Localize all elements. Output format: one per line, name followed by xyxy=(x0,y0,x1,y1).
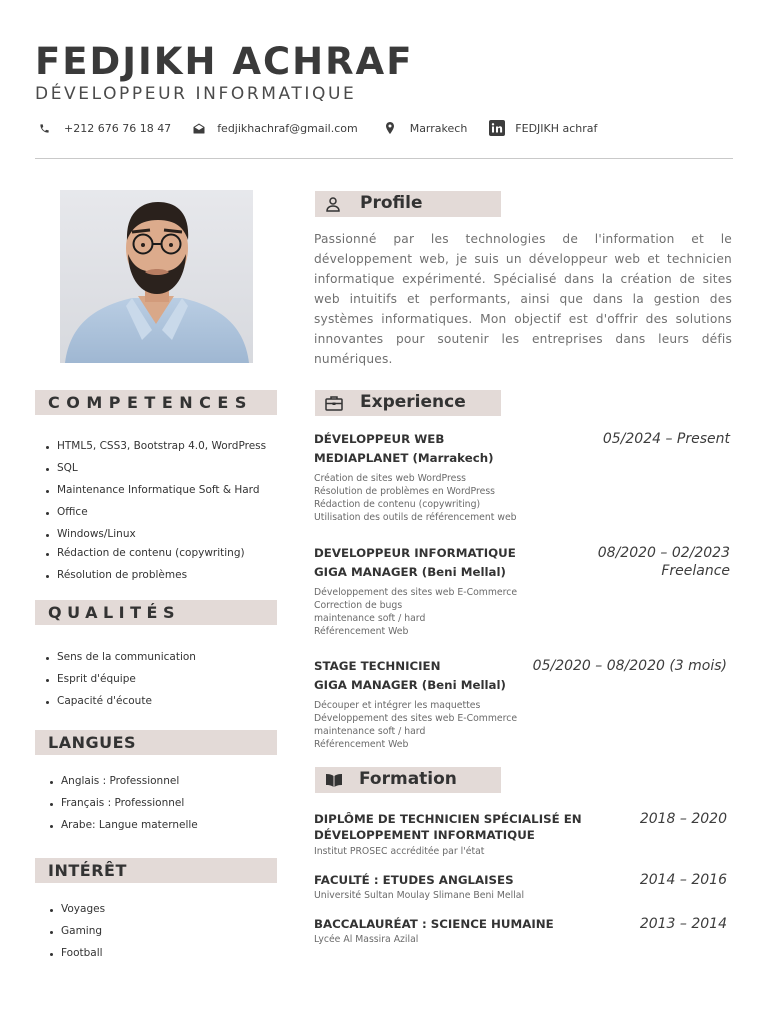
task-item: Référencement Web xyxy=(314,739,409,750)
contact-linkedin[interactable] xyxy=(489,120,597,136)
formation-date: 2018 – 2020 xyxy=(639,811,727,827)
formation-date: 2014 – 2016 xyxy=(639,872,727,888)
task-item: Création de sites web WordPress xyxy=(314,473,466,484)
list-item: SQL xyxy=(57,462,266,484)
contact-phone[interactable] xyxy=(38,122,171,135)
experience-type: Freelance xyxy=(661,563,730,579)
list-item: Esprit d'équipe xyxy=(57,673,196,695)
list-item: Football xyxy=(61,947,105,969)
contact-email[interactable] xyxy=(193,122,358,135)
experience-date: 05/2024 – Present xyxy=(602,431,730,447)
resume-job-title: DÉVELOPPEUR INFORMATIQUE xyxy=(35,84,357,104)
experience-role: DEVELOPPEUR INFORMATIQUE xyxy=(314,546,516,560)
briefcase-icon xyxy=(325,395,341,411)
task-item: Résolution de problèmes en WordPress xyxy=(314,486,496,497)
profile-summary: Passionné par les technologies de l'information et le développement web, je suis un développeur web et technicien informatique expérimenté. Spécialisé dans la création de sites web intuitifs et performants, ainsi que dans la gestion des systèmes informatiques. Mon objectif est d'offrir des solutions innovantes pour soutenir les entreprises dans leurs défis numériques. xyxy=(314,232,732,366)
formation-date: 2013 – 2014 xyxy=(639,916,727,932)
mail-icon xyxy=(193,122,205,134)
section-title-experience xyxy=(315,390,501,416)
formation-degree-line: DÉVELOPPEMENT INFORMATIQUE xyxy=(314,828,535,842)
phone-icon xyxy=(38,122,50,134)
task-item: Référencement Web xyxy=(314,626,409,637)
contact-phone-text: +212 676 76 18 47 xyxy=(64,121,172,135)
list-item: Rédaction de contenu (copywriting) xyxy=(57,547,266,569)
experience-tasks xyxy=(314,699,517,751)
experience-company: MEDIAPLANET (Marrakech) xyxy=(314,451,494,465)
header-divider xyxy=(35,158,733,159)
list-item: Voyages xyxy=(61,903,105,925)
list-item: Français : Professionnel xyxy=(61,797,198,819)
section-title-label: Profile xyxy=(360,193,423,213)
experience-date: 05/2020 – 08/2020 (3 mois) xyxy=(532,658,727,674)
list-item: Résolution de problèmes xyxy=(57,569,266,591)
task-item: Correction de bugs xyxy=(314,600,403,611)
contact-email-text: fedjikhachraf@gmail.com xyxy=(217,121,358,135)
section-title-qualites: QUALITÉS xyxy=(35,600,277,625)
task-item: Utilisation des outils de référencement web xyxy=(314,512,517,523)
formation-degree: BACCALAURÉAT : SCIENCE HUMAINE xyxy=(314,917,554,931)
experience-tasks xyxy=(314,586,517,638)
contact-location-text: Marrakech xyxy=(409,121,468,135)
formation-degree-line: DIPLÔME DE TECHNICIEN SPÉCIALISÉ EN xyxy=(314,812,582,826)
list-item: Windows/Linux xyxy=(57,528,266,547)
interet-list xyxy=(61,903,105,969)
formation-school: Institut PROSEC accréditée par l'état xyxy=(314,846,485,857)
list-item: Anglais : Professionnel xyxy=(61,775,198,797)
experience-company: GIGA MANAGER (Beni Mellal) xyxy=(314,678,506,692)
formation-school: Université Sultan Moulay Slimane Beni Mellal xyxy=(314,890,525,901)
list-item: HTML5, CSS3, Bootstrap 4.0, WordPress xyxy=(57,440,266,462)
list-item: Sens de la communication xyxy=(57,651,196,673)
formation-degree: FACULTÉ : ETUDES ANGLAISES xyxy=(314,873,514,887)
section-title-langues: LANGUES xyxy=(35,730,277,755)
section-title-label: Experience xyxy=(360,392,466,412)
qualites-list xyxy=(57,651,196,717)
list-item: Arabe: Langue maternelle xyxy=(61,819,198,841)
task-item: Découper et intégrer les maquettes xyxy=(314,700,481,711)
task-item: Développement des sites web E-Commerce xyxy=(314,713,518,724)
resume-name: FEDJIKH ACHRAF xyxy=(35,40,414,83)
formation-school: Lycée Al Massira Azilal xyxy=(314,934,419,945)
book-icon xyxy=(325,772,341,788)
linkedin-icon xyxy=(489,120,505,136)
langues-list xyxy=(61,775,198,841)
list-item: Gaming xyxy=(61,925,105,947)
section-title-formation xyxy=(315,767,501,793)
experience-tasks xyxy=(314,472,517,524)
section-title-profile xyxy=(315,191,501,217)
formation-degree xyxy=(314,811,582,843)
experience-company: GIGA MANAGER (Beni Mellal) xyxy=(314,565,506,579)
list-item: Capacité d'écoute xyxy=(57,695,196,717)
task-item: maintenance soft / hard xyxy=(314,726,426,737)
contact-bar xyxy=(38,119,597,137)
contact-linkedin-text: FEDJIKH achraf xyxy=(515,121,598,135)
task-item: Rédaction de contenu (copywriting) xyxy=(314,499,481,510)
section-title-label: Formation xyxy=(359,769,457,789)
competences-list xyxy=(57,440,266,591)
experience-role: DÉVELOPPEUR WEB xyxy=(314,432,445,446)
section-title-competences: COMPETENCES xyxy=(35,390,277,415)
task-item: Développement des sites web E-Commerce xyxy=(314,587,518,598)
list-item: Office xyxy=(57,506,266,528)
experience-date: 08/2020 – 02/2023 xyxy=(597,545,730,561)
list-item: Maintenance Informatique Soft & Hard xyxy=(57,484,266,506)
user-icon xyxy=(325,196,341,212)
profile-photo xyxy=(60,190,253,363)
contact-location xyxy=(384,122,468,135)
location-pin-icon xyxy=(384,122,396,134)
section-title-interet: INTÉRÊT xyxy=(35,858,277,883)
task-item: maintenance soft / hard xyxy=(314,613,426,624)
experience-role: STAGE TECHNICIEN xyxy=(314,659,441,673)
